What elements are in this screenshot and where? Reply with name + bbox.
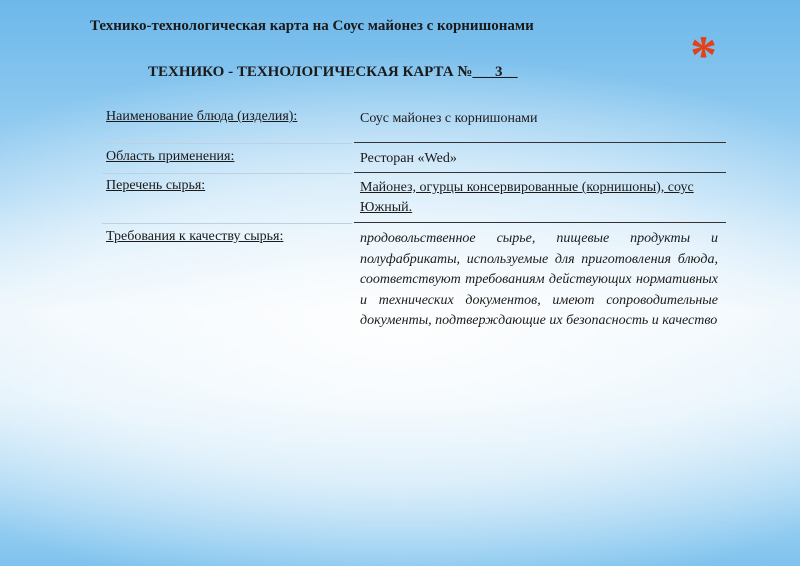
row-value: Соус майонез с корнишонами	[354, 109, 726, 143]
table-row	[102, 223, 726, 332]
row-label: Требования к качеству сырья:	[106, 229, 284, 244]
row-value: Майонез, огурцы консервированные (корнишоны), соус Южный.	[354, 178, 726, 223]
row-label: Область применения:	[106, 149, 235, 164]
row-label: Наименование блюда (изделия):	[106, 109, 298, 124]
table-row	[102, 103, 726, 143]
row-value: продовольственное сырье, пищевые продукты и полуфабрикаты, используемые для приготовления блюда, соответствуют требованиям действующих нормативных и технических документов, имеют сопроводительные документы, подтверждающие их безопасность и качество	[360, 231, 718, 328]
main-title: Технико-технологическая карта на Соус майонез с корнишонами	[90, 18, 534, 34]
card-title	[148, 64, 517, 81]
asterisk-icon: *	[690, 25, 717, 85]
row-label: Перечень сырья:	[106, 178, 206, 193]
tech-card-table	[102, 103, 726, 332]
row-value: Ресторан «Wed»	[354, 149, 726, 173]
table-row	[102, 173, 726, 223]
card-number: ___3__	[472, 64, 518, 80]
table-row	[102, 143, 726, 173]
card-title-prefix: ТЕХНИКО - ТЕХНОЛОГИЧЕСКАЯ КАРТА №	[148, 64, 473, 80]
